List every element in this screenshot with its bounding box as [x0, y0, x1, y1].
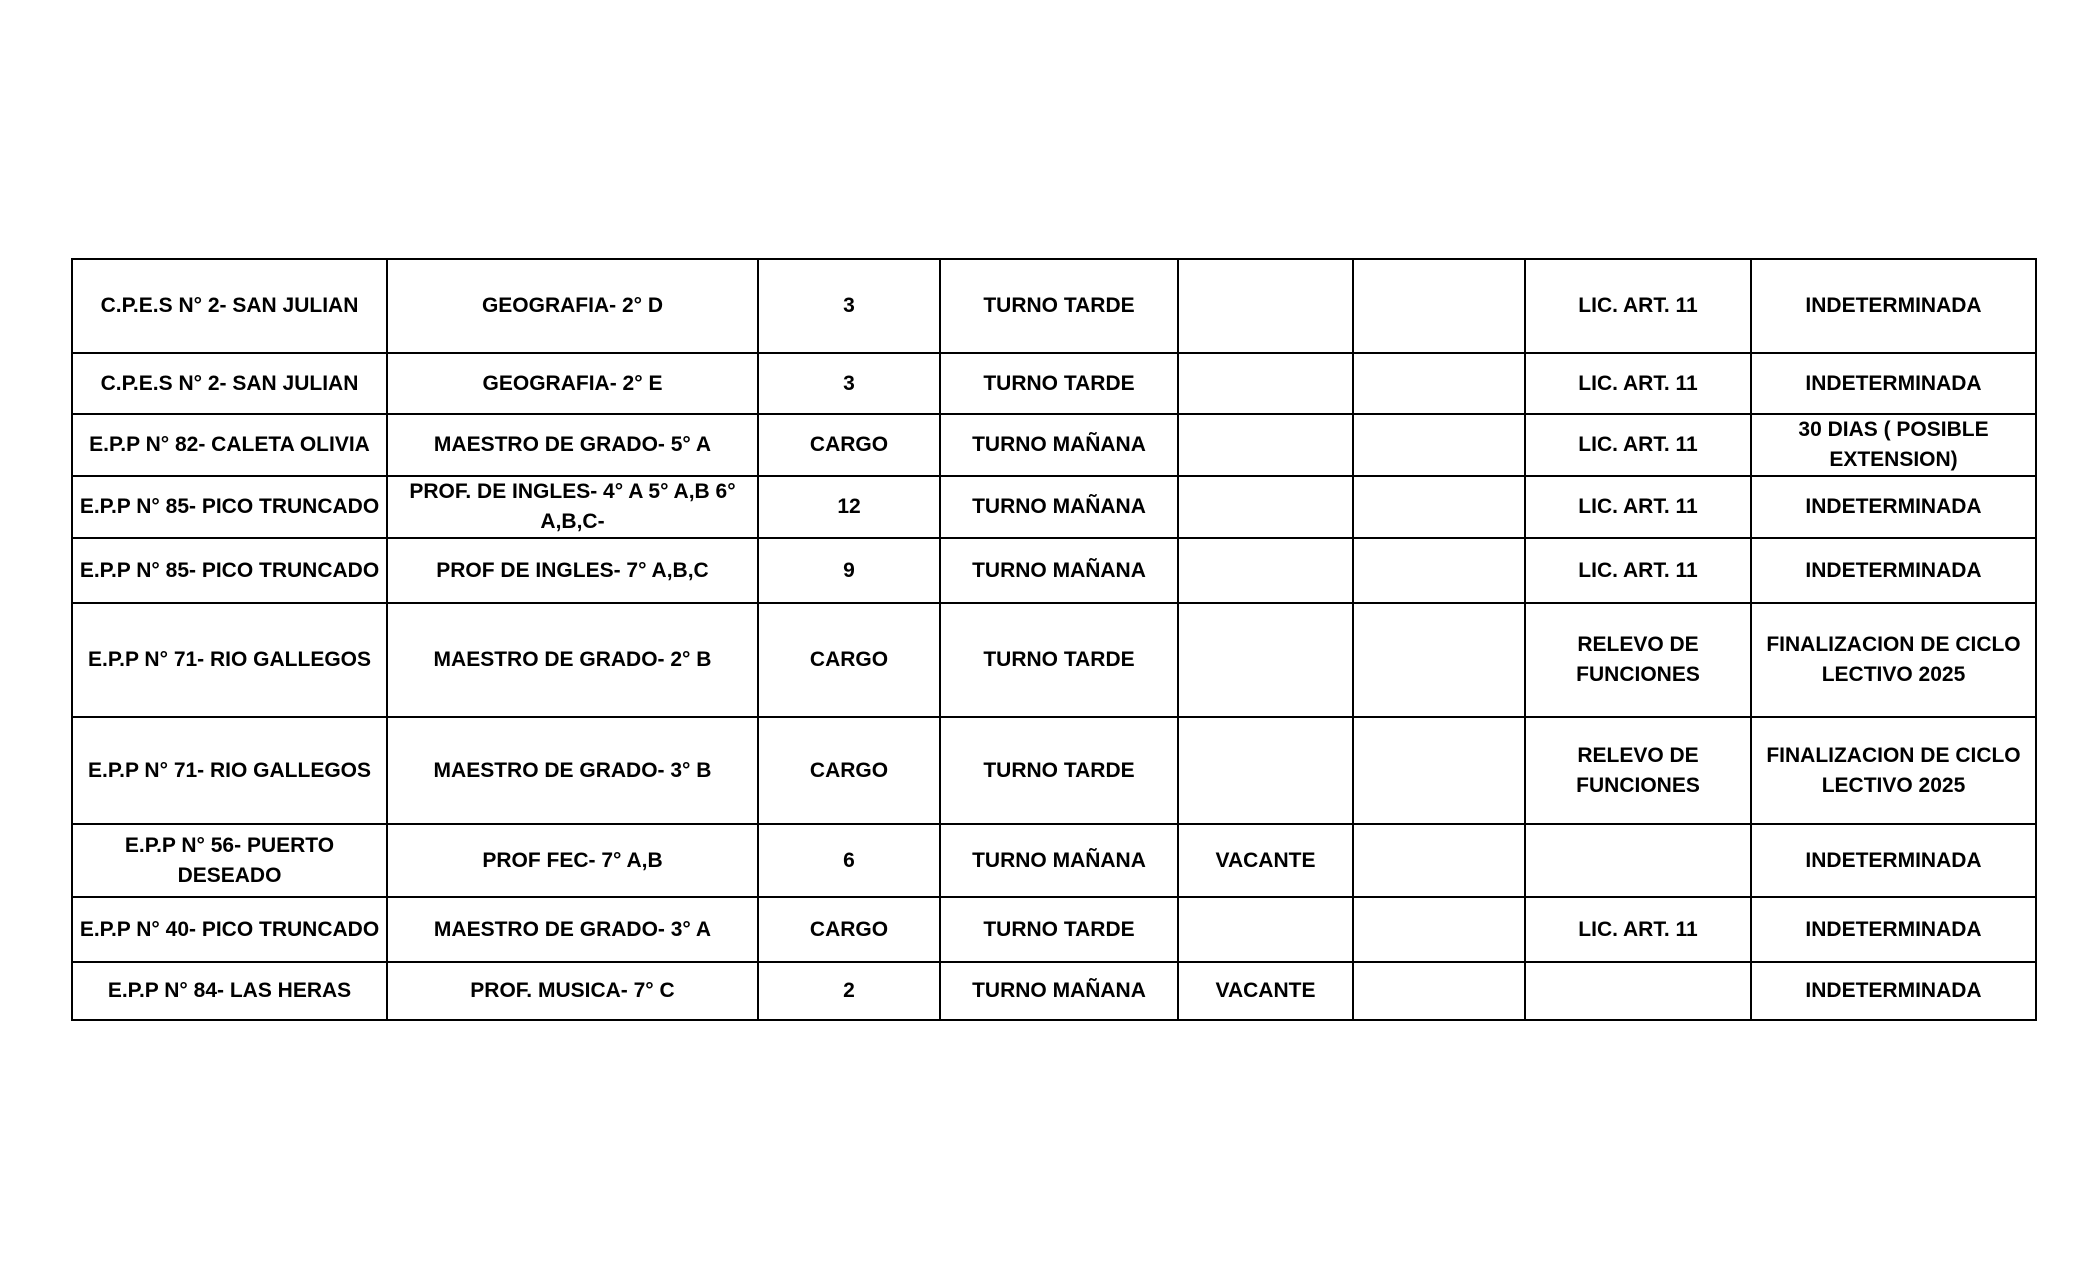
shift-cell: TURNO MAÑANA: [940, 824, 1178, 897]
shift-cell: TURNO TARDE: [940, 259, 1178, 353]
status-cell: VACANTE: [1178, 962, 1353, 1020]
shift-cell: TURNO MAÑANA: [940, 538, 1178, 603]
blank-cell: [1353, 603, 1525, 717]
position-cell: PROF DE INGLES- 7° A,B,C: [387, 538, 758, 603]
blank-cell: [1353, 476, 1525, 538]
school-cell: E.P.P N° 56- PUERTO DESEADO: [72, 824, 387, 897]
position-cell: MAESTRO DE GRADO- 3° A: [387, 897, 758, 962]
position-cell: GEOGRAFIA- 2° D: [387, 259, 758, 353]
duration-cell: INDETERMINADA: [1751, 538, 2036, 603]
shift-cell: TURNO MAÑANA: [940, 414, 1178, 476]
hours-cell: 3: [758, 353, 940, 414]
shift-cell: TURNO MAÑANA: [940, 476, 1178, 538]
duration-cell: INDETERMINADA: [1751, 476, 2036, 538]
table-row: [72, 717, 2036, 824]
duration-cell: INDETERMINADA: [1751, 962, 2036, 1020]
blank-cell: [1353, 824, 1525, 897]
table-row: [72, 476, 2036, 538]
hours-cell: 2: [758, 962, 940, 1020]
table-row: [72, 897, 2036, 962]
school-cell: C.P.E.S N° 2- SAN JULIAN: [72, 259, 387, 353]
reason-cell: RELEVO DE FUNCIONES: [1525, 717, 1751, 824]
hours-cell: CARGO: [758, 603, 940, 717]
reason-cell: RELEVO DE FUNCIONES: [1525, 603, 1751, 717]
table-row: [72, 603, 2036, 717]
reason-cell: [1525, 824, 1751, 897]
duration-cell: 30 DIAS ( POSIBLE EXTENSION): [1751, 414, 2036, 476]
status-cell: [1178, 717, 1353, 824]
shift-cell: TURNO TARDE: [940, 897, 1178, 962]
table-row: [72, 538, 2036, 603]
table-row: [72, 824, 2036, 897]
blank-cell: [1353, 414, 1525, 476]
blank-cell: [1353, 962, 1525, 1020]
status-cell: [1178, 897, 1353, 962]
shift-cell: TURNO TARDE: [940, 603, 1178, 717]
position-cell: MAESTRO DE GRADO- 2° B: [387, 603, 758, 717]
shift-cell: TURNO MAÑANA: [940, 962, 1178, 1020]
duration-cell: FINALIZACION DE CICLO LECTIVO 2025: [1751, 717, 2036, 824]
status-cell: [1178, 259, 1353, 353]
position-cell: MAESTRO DE GRADO- 5° A: [387, 414, 758, 476]
table-row: [72, 962, 2036, 1020]
blank-cell: [1353, 538, 1525, 603]
table-row: [72, 259, 2036, 353]
school-cell: E.P.P N° 71- RIO GALLEGOS: [72, 603, 387, 717]
table-row: [72, 353, 2036, 414]
status-cell: [1178, 538, 1353, 603]
blank-cell: [1353, 353, 1525, 414]
reason-cell: LIC. ART. 11: [1525, 476, 1751, 538]
reason-cell: LIC. ART. 11: [1525, 259, 1751, 353]
duration-cell: INDETERMINADA: [1751, 824, 2036, 897]
school-cell: E.P.P N° 40- PICO TRUNCADO: [72, 897, 387, 962]
duration-cell: INDETERMINADA: [1751, 897, 2036, 962]
hours-cell: CARGO: [758, 717, 940, 824]
duration-cell: INDETERMINADA: [1751, 259, 2036, 353]
vacancy-table: [71, 258, 2037, 1021]
position-cell: GEOGRAFIA- 2° E: [387, 353, 758, 414]
reason-cell: LIC. ART. 11: [1525, 353, 1751, 414]
hours-cell: 9: [758, 538, 940, 603]
position-cell: PROF. DE INGLES- 4° A 5° A,B 6° A,B,C-: [387, 476, 758, 538]
reason-cell: [1525, 962, 1751, 1020]
position-cell: PROF. MUSICA- 7° C: [387, 962, 758, 1020]
duration-cell: INDETERMINADA: [1751, 353, 2036, 414]
status-cell: [1178, 353, 1353, 414]
position-cell: PROF FEC- 7° A,B: [387, 824, 758, 897]
status-cell: [1178, 476, 1353, 538]
shift-cell: TURNO TARDE: [940, 717, 1178, 824]
duration-cell: FINALIZACION DE CICLO LECTIVO 2025: [1751, 603, 2036, 717]
reason-cell: LIC. ART. 11: [1525, 897, 1751, 962]
reason-cell: LIC. ART. 11: [1525, 538, 1751, 603]
status-cell: [1178, 603, 1353, 717]
hours-cell: 12: [758, 476, 940, 538]
blank-cell: [1353, 717, 1525, 824]
hours-cell: CARGO: [758, 414, 940, 476]
reason-cell: LIC. ART. 11: [1525, 414, 1751, 476]
hours-cell: 6: [758, 824, 940, 897]
school-cell: E.P.P N° 71- RIO GALLEGOS: [72, 717, 387, 824]
school-cell: E.P.P N° 85- PICO TRUNCADO: [72, 538, 387, 603]
table-row: [72, 414, 2036, 476]
hours-cell: 3: [758, 259, 940, 353]
hours-cell: CARGO: [758, 897, 940, 962]
school-cell: C.P.E.S N° 2- SAN JULIAN: [72, 353, 387, 414]
blank-cell: [1353, 259, 1525, 353]
status-cell: VACANTE: [1178, 824, 1353, 897]
school-cell: E.P.P N° 85- PICO TRUNCADO: [72, 476, 387, 538]
status-cell: [1178, 414, 1353, 476]
school-cell: E.P.P N° 82- CALETA OLIVIA: [72, 414, 387, 476]
school-cell: E.P.P N° 84- LAS HERAS: [72, 962, 387, 1020]
position-cell: MAESTRO DE GRADO- 3° B: [387, 717, 758, 824]
shift-cell: TURNO TARDE: [940, 353, 1178, 414]
blank-cell: [1353, 897, 1525, 962]
